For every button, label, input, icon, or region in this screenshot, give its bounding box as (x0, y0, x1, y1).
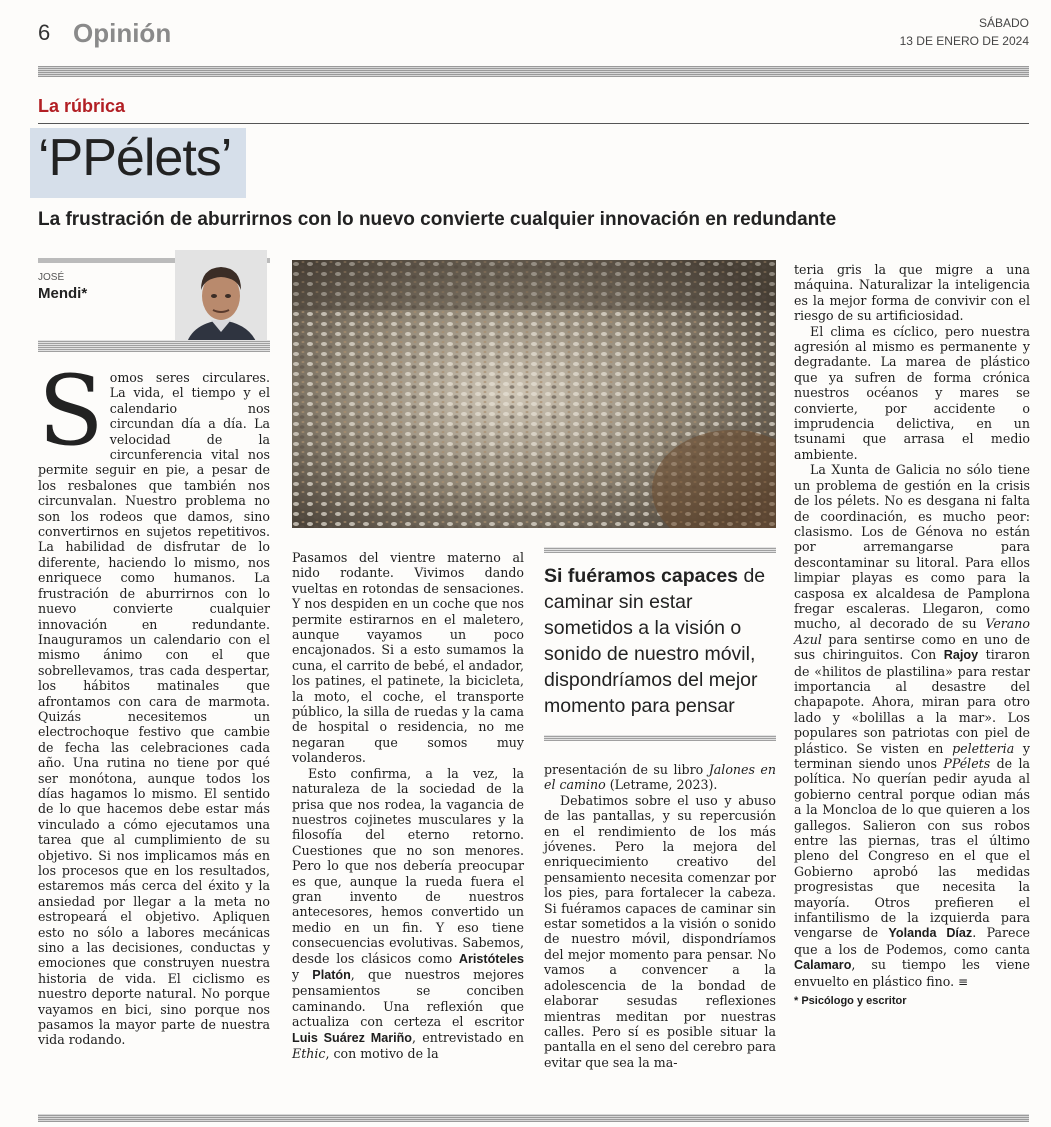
article-column-4 (794, 262, 1030, 1010)
name-yolanda-diaz: Yolanda Díaz (888, 926, 973, 941)
paragraph: Esto confirma, a la vez, la naturaleza de la sociedad de la prisa que nos rodea, la vagancia de nuestros cojinetes musculares y la filosofía del eterno retorno. Cuestiones que no son menores. Pero lo que nos debería preocupar es que, aunque la rueda fuera el gran invento de nuestros antecesores, hemos convertido un medio en un fin. Y eso tiene consecuencias evolutivas. Sabemos, desde los clásicos como Aristóteles y Platón, que nuestros mejores pensamientos se conciben caminando. Una reflexión que actualiza con certeza el escritor Luis Suárez Mariño, entrevistado en Ethic, con motivo de la (292, 765, 524, 1061)
quote-rule-bottom (544, 735, 776, 741)
paragraph: La Xunta de Galicia no sólo tiene un problema de gestión en la crisis de los pélets. No es desgana ni falta de coordinación, es mucho peor: clasismo. Los de Génova no están por arremangarse para descontaminar su litoral. Para ellos limpiar playas es como para la casposa ex alcaldesa de Pamplona fregar escaleras. Llegaron, como mucho, al decorado de su Verano Azul para sentirse como en uno de sus chiringuitos. Con Rajoy tiraron de «hilitos de plastilina» para restar importancia al desastre del chapapote. Ahora, miran para otro lado y «bolillas a la mar». Los populares son patriotas con piel de plástico. Se visten en peletteria y terminan siendo unos PPélets de la política. No querían pedir ayuda al gobierno central porque odian más a la Moncloa de lo que quieren a los gallegos. Salieron con sus robos entre las piernas, tras el último pleno del Congreso en el que el Gobierno aprobó las medidas progresistas que necesita la mayoría. Otros prefieren el infantilismo de la izquierda para vengarse de Yolanda Díaz. Parece que a los de Podemos, como canta Calamaro, su tiempo les viene envuelto en plástico fino. ≡ (794, 462, 1030, 989)
header-date: 13 DE ENERO DE 2024 (899, 34, 1029, 48)
paragraph: omos seres circulares. La vida, el tiempo y el calendario nos circundan día a día. La velocidad de la circunferencia vital nos permite seguir en pie, a pesar de los resbalones que también nos circunvalan. Nuestro problema no son los rodeos que damos, sino convertirnos en sujetos repetitivos. La habilidad de disfrutar de lo diferente, haciendo lo mismo, nos enriquece como humanos. La frustración de aburrirnos con lo nuevo convierte cualquier innovación en redundante. Inauguramos un calendario con el mismo ánimo con el que sobrellevamos, tras cada despertar, los hábitos matinales que afrontamos con cara de marmota. Quizás necesitemos un electrochoque festivo que cambie de fecha las celebraciones cada año. Una rutina no tiene por qué ser monótona, aunque todos los días hagamos lo mismo. El sentido de lo que hacemos debe estar más vinculado a cómo ejecutamos una tarea que al cumplimiento de su objetivo. Si nos implicamos más en los procesos que en los resultados, estaremos más cerca del éxito y la ansiedad por llegar a la meta no estropeará el objetivo. Apliquen esto no sólo a labores mecánicas sino a las decisiones, conductas y emociones que construyen nuestra historia de vida. El ciclismo es nuestro deporte natural. No porque vayamos en bici, sino porque nos pasamos la mayor parte de nuestra vida rodando. (38, 370, 270, 1048)
paragraph: presentación de su libro Jalones en el camino (Letrame, 2023). (544, 762, 776, 793)
article-subtitle: La frustración de aburrirnos con lo nuevo convierte cualquier innovación en redundante (38, 209, 837, 230)
pull-quote (544, 563, 780, 719)
paragraph: Debatimos sobre el uso y abuso de las pantallas, y su repercusión en el rendimiento de los más jóvenes. Pero la mejora del enriquecimiento creativo del pensamiento necesita comenzar por los pies, para fortalecer la cabeza. Si fuéramos capaces de caminar sin estar sometidos a la visión o sonido de nuestro móvil, dispondríamos del mejor momento para pensar. No vamos a convencer a la adolescencia de la bondad de elaborar sesudas reflexiones mientras meditan por nuestras calles. Pero sí es posible situar la pantalla en el seno del cerebro para evitar que sea la ma- (544, 792, 776, 1070)
article-column-2 (292, 550, 524, 1061)
end-mark: ≡ (954, 974, 969, 989)
column-name: La rúbrica (38, 96, 126, 116)
name-aristoteles: Aristóteles (458, 951, 524, 966)
book-title: Jalones en el camino (544, 762, 776, 793)
paragraph: teria gris la que migre a una máquina. Naturalizar la inteligencia es la mejor forma de convivir con el riesgo de su artificiosidad. (794, 262, 1030, 324)
article-title: ‘PPélets’ (38, 129, 232, 187)
footer-rule (38, 1114, 1029, 1122)
magazine-name: Ethic (292, 1046, 326, 1061)
header-day: SÁBADO (978, 16, 1029, 30)
kicker-rule (38, 123, 1029, 124)
paragraph: El clima es cíclico, pero nuestra agresión al mismo es permanente y degradante. La marea de plástico que ya sufren de forma crónica nuestros océanos y mares se convierte, por accidente o imprudencia delictiva, en un tsunami que arrasa el medio ambiente. (794, 323, 1030, 462)
article-column-1 (38, 355, 270, 1048)
page-number: 6 (38, 20, 51, 45)
name-calamaro: Calamaro (794, 958, 852, 973)
author-last-name: Mendi* (38, 285, 88, 302)
pull-quote-text: de caminar sin estar sometidos a la visión o sonido de nuestro móvil, dispondríamos del mejor momento para pensar (544, 565, 766, 717)
quote-rule-top (544, 547, 776, 553)
pull-quote-lead: Si fuéramos capaces (544, 565, 739, 587)
header-rule (38, 66, 1029, 77)
name-platon: Platón (312, 967, 351, 982)
name-rajoy: Rajoy (943, 648, 979, 663)
author-footnote: * Psicólogo y escritor (794, 995, 907, 1008)
byline-rule-bottom (38, 340, 270, 352)
section-name: Opinión (73, 18, 172, 48)
article-column-3 (544, 762, 776, 1070)
article-photo-pebbles (292, 260, 776, 528)
author-first-name: JOSÉ (38, 272, 65, 283)
page-header (38, 10, 1029, 70)
author-photo (175, 250, 267, 350)
drop-cap: S (38, 355, 104, 467)
paragraph: Pasamos del vientre materno al nido rodante. Vivimos dando vueltas en rotondas de sensaciones. Y nos despiden en un coche que nos permite estirarnos en el maletero, aunque vayamos un poco encajonados. Si a esto sumamos la cuna, el carrito de bebé, el andador, los patines, el patinete, la bicicleta, la moto, el coche, el transporte público, la silla de ruedas y la cama de hospital o residencia, no me negaran que somos muy volanderos. (292, 550, 524, 766)
name-suarez-marino: Luis Suárez Mariño (292, 1030, 412, 1045)
show-title: Verano Azul (794, 616, 1030, 647)
